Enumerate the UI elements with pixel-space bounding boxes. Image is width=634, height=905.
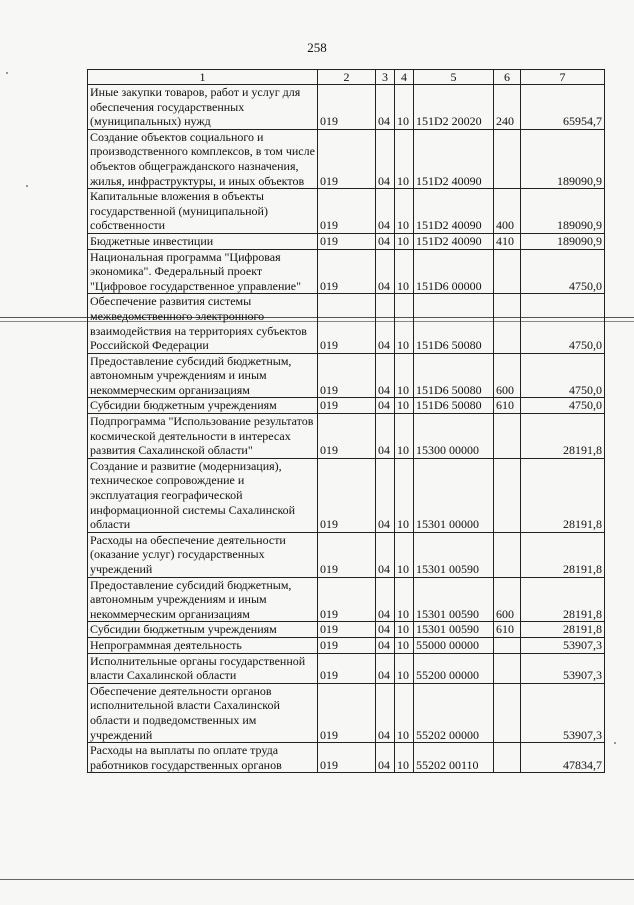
row-admin-code: 019 — [318, 85, 376, 130]
row-target-code: 151D6 50080 — [414, 294, 494, 353]
row-amount: 53907,3 — [521, 637, 605, 653]
table-row — [88, 683, 605, 742]
column-header: 1 — [88, 70, 318, 85]
row-target-code: 15300 00000 — [414, 414, 494, 459]
row-section-code: 04 — [376, 683, 395, 742]
row-amount: 28191,8 — [521, 458, 605, 532]
scan-speck — [614, 742, 616, 744]
table-row — [88, 249, 605, 294]
row-admin-code: 019 — [318, 233, 376, 249]
row-admin-code: 019 — [318, 294, 376, 353]
row-name: Национальная программа "Цифровая экономика". Федеральный проект "Цифровое государственное управление" — [88, 249, 318, 294]
scan-speck — [6, 72, 8, 74]
row-admin-code: 019 — [318, 414, 376, 459]
table-header-row — [88, 70, 605, 85]
row-amount: 28191,8 — [521, 414, 605, 459]
column-header: 4 — [395, 70, 414, 85]
row-expense-type: 410 — [494, 233, 521, 249]
row-target-code: 15301 00590 — [414, 577, 494, 622]
row-subsection-code: 10 — [395, 249, 414, 294]
row-admin-code: 019 — [318, 249, 376, 294]
row-amount: 53907,3 — [521, 683, 605, 742]
row-section-code: 04 — [376, 129, 395, 188]
row-amount: 28191,8 — [521, 532, 605, 577]
row-section-code: 04 — [376, 622, 395, 638]
row-target-code: 151D2 40090 — [414, 233, 494, 249]
row-subsection-code: 10 — [395, 353, 414, 398]
row-expense-type — [494, 249, 521, 294]
row-name: Расходы на обеспечение деятельности (оказание услуг) государственных учреждений — [88, 532, 318, 577]
row-target-code: 15301 00590 — [414, 532, 494, 577]
table-row — [88, 577, 605, 622]
row-section-code: 04 — [376, 294, 395, 353]
row-admin-code: 019 — [318, 129, 376, 188]
row-expense-type — [494, 294, 521, 353]
row-section-code: 04 — [376, 743, 395, 773]
row-amount: 53907,3 — [521, 653, 605, 683]
row-admin-code: 019 — [318, 637, 376, 653]
row-expense-type — [494, 532, 521, 577]
table-row — [88, 622, 605, 638]
table-row — [88, 129, 605, 188]
table-row — [88, 532, 605, 577]
row-subsection-code: 10 — [395, 683, 414, 742]
row-name: Подпрограмма "Использование результатов космической деятельности в интересах развития Сахалинской области" — [88, 414, 318, 459]
row-name: Бюджетные инвестиции — [88, 233, 318, 249]
row-section-code: 04 — [376, 233, 395, 249]
row-amount: 28191,8 — [521, 622, 605, 638]
row-expense-type: 400 — [494, 189, 521, 234]
page-number: 258 — [307, 40, 327, 55]
row-name: Исполнительные органы государственной власти Сахалинской области — [88, 653, 318, 683]
row-subsection-code: 10 — [395, 577, 414, 622]
row-amount: 28191,8 — [521, 577, 605, 622]
row-expense-type — [494, 683, 521, 742]
row-name: Обеспечение деятельности органов исполнительной власти Сахалинской области и подведомственных им учреждений — [88, 683, 318, 742]
row-expense-type — [494, 458, 521, 532]
row-amount: 47834,7 — [521, 743, 605, 773]
table-row — [88, 398, 605, 414]
row-admin-code: 019 — [318, 653, 376, 683]
table-row — [88, 458, 605, 532]
scan-speck — [26, 185, 28, 187]
row-section-code: 04 — [376, 637, 395, 653]
table-row — [88, 189, 605, 234]
row-subsection-code: 10 — [395, 653, 414, 683]
row-name: Расходы на выплаты по оплате труда работников государственных органов — [88, 743, 318, 773]
row-subsection-code: 10 — [395, 189, 414, 234]
row-admin-code: 019 — [318, 532, 376, 577]
row-amount: 189090,9 — [521, 189, 605, 234]
row-target-code: 151D6 50080 — [414, 398, 494, 414]
table-row — [88, 294, 605, 353]
row-expense-type — [494, 129, 521, 188]
row-expense-type — [494, 743, 521, 773]
row-subsection-code: 10 — [395, 233, 414, 249]
row-expense-type — [494, 414, 521, 459]
row-amount: 189090,9 — [521, 129, 605, 188]
table-row — [88, 653, 605, 683]
row-name: Предоставление субсидий бюджетным, автономным учреждениям и иным некоммерческим организациям — [88, 577, 318, 622]
row-expense-type — [494, 637, 521, 653]
row-subsection-code: 10 — [395, 85, 414, 130]
column-header: 5 — [414, 70, 494, 85]
row-amount: 4750,0 — [521, 294, 605, 353]
row-admin-code: 019 — [318, 622, 376, 638]
table-row — [88, 85, 605, 130]
row-name: Обеспечение развития системы межведомственного электронного взаимодействия на территориях субъектов Российской Федерации — [88, 294, 318, 353]
row-name: Создание и развитие (модернизация), техническое сопровождение и эксплуатация географической информационной системы Сахалинской области — [88, 458, 318, 532]
row-subsection-code: 10 — [395, 532, 414, 577]
scan-line — [0, 879, 634, 880]
column-header: 7 — [521, 70, 605, 85]
row-name: Субсидии бюджетным учреждениям — [88, 398, 318, 414]
row-target-code: 55000 00000 — [414, 637, 494, 653]
row-subsection-code: 10 — [395, 743, 414, 773]
table-row — [88, 414, 605, 459]
row-section-code: 04 — [376, 532, 395, 577]
row-target-code: 55200 00000 — [414, 653, 494, 683]
row-admin-code: 019 — [318, 189, 376, 234]
row-subsection-code: 10 — [395, 414, 414, 459]
row-expense-type — [494, 653, 521, 683]
row-target-code: 151D2 20020 — [414, 85, 494, 130]
row-admin-code: 019 — [318, 458, 376, 532]
row-name: Предоставление субсидий бюджетным, автономным учреждениям и иным некоммерческим организациям — [88, 353, 318, 398]
row-target-code: 55202 00000 — [414, 683, 494, 742]
row-amount: 4750,0 — [521, 398, 605, 414]
row-admin-code: 019 — [318, 353, 376, 398]
column-header: 3 — [376, 70, 395, 85]
row-subsection-code: 10 — [395, 398, 414, 414]
row-section-code: 04 — [376, 249, 395, 294]
row-admin-code: 019 — [318, 398, 376, 414]
row-target-code: 151D6 00000 — [414, 249, 494, 294]
row-target-code: 15301 00590 — [414, 622, 494, 638]
row-expense-type: 610 — [494, 622, 521, 638]
row-section-code: 04 — [376, 85, 395, 130]
row-section-code: 04 — [376, 353, 395, 398]
row-name: Субсидии бюджетным учреждениям — [88, 622, 318, 638]
row-admin-code: 019 — [318, 577, 376, 622]
row-expense-type: 600 — [494, 353, 521, 398]
budget-table — [87, 69, 605, 773]
row-name: Создание объектов социального и производственного комплексов, в том числе объектов общегражданского назначения, жилья, инфраструктуры, и иных объектов — [88, 129, 318, 188]
row-subsection-code: 10 — [395, 294, 414, 353]
row-name: Иные закупки товаров, работ и услуг для обеспечения государственных (муниципальных) нужд — [88, 85, 318, 130]
row-section-code: 04 — [376, 189, 395, 234]
row-subsection-code: 10 — [395, 637, 414, 653]
row-name: Непрограммная деятельность — [88, 637, 318, 653]
row-expense-type: 610 — [494, 398, 521, 414]
row-name: Капитальные вложения в объекты государственной (муниципальной) собственности — [88, 189, 318, 234]
row-admin-code: 019 — [318, 743, 376, 773]
row-target-code: 151D6 50080 — [414, 353, 494, 398]
row-expense-type: 240 — [494, 85, 521, 130]
row-amount: 4750,0 — [521, 249, 605, 294]
table-row — [88, 637, 605, 653]
row-target-code: 55202 00110 — [414, 743, 494, 773]
row-admin-code: 019 — [318, 683, 376, 742]
row-subsection-code: 10 — [395, 129, 414, 188]
table-row — [88, 233, 605, 249]
row-amount: 189090,9 — [521, 233, 605, 249]
column-header: 2 — [318, 70, 376, 85]
row-subsection-code: 10 — [395, 458, 414, 532]
row-amount: 4750,0 — [521, 353, 605, 398]
row-expense-type: 600 — [494, 577, 521, 622]
row-section-code: 04 — [376, 458, 395, 532]
row-section-code: 04 — [376, 577, 395, 622]
table-row — [88, 353, 605, 398]
row-target-code: 151D2 40090 — [414, 189, 494, 234]
row-section-code: 04 — [376, 653, 395, 683]
row-target-code: 151D2 40090 — [414, 129, 494, 188]
row-section-code: 04 — [376, 414, 395, 459]
row-target-code: 15301 00000 — [414, 458, 494, 532]
column-header: 6 — [494, 70, 521, 85]
row-amount: 65954,7 — [521, 85, 605, 130]
row-subsection-code: 10 — [395, 622, 414, 638]
row-section-code: 04 — [376, 398, 395, 414]
table-row — [88, 743, 605, 773]
